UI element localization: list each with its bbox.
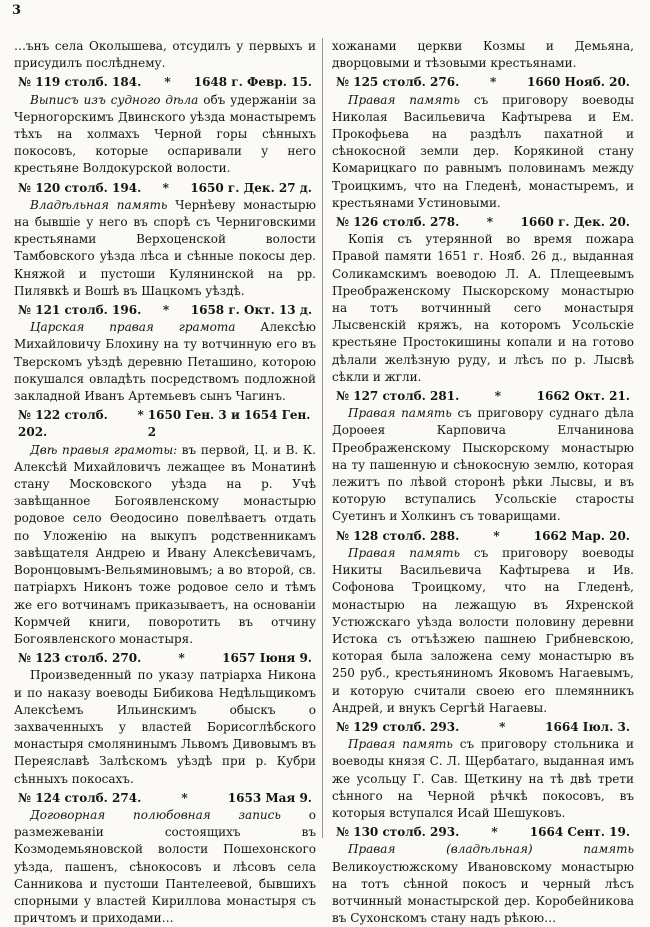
- entry-number: № 123 столб. 270.: [18, 651, 142, 666]
- entry-date: 1658 г. Окт. 13 д.: [190, 303, 312, 318]
- entry-date: 1650 Ген. 3 и 1654 Ген. 2: [147, 408, 311, 440]
- entry-text: въ первой, Ц. и В. К. Алексѣй Михайловичъ лежащее въ Монатинѣ стану Московского уѣзда на р. Учѣ завѣщанное Богоявленскому монастырю родовое село Ѳеодосино повелѣваетъ отдать по Уложенію на выкупъ родственникамъ завѣщателя Андрею и Ивану Алексѣевичамъ, Воронцовымъ-Вельяминовымъ; а во второй, св. патріархъ Никонъ тоже родовое село и тѣмъ же его вотчинамъ приказываетъ, на основаніи Кормчей книги, поворотить въ отчину Богоявленского монастыря.: [14, 442, 316, 646]
- document-entry: [14, 407, 316, 648]
- entry-header: [14, 407, 316, 441]
- entry-date: 1664 Сент. 19.: [529, 825, 630, 840]
- entry-number: № 128 столб. 288.: [336, 528, 460, 543]
- entry-date: 1664 Іюл. 3.: [545, 719, 630, 734]
- entry-lead: Правая (владѣльная) память: [348, 842, 634, 857]
- entry-number: № 129 столб. 293.: [336, 719, 460, 734]
- entry-lead: Договорная полюбовная запись: [30, 807, 281, 822]
- entry-body: [14, 197, 316, 300]
- document-entry: [14, 180, 316, 300]
- entry-date: 1660 г. Дек. 20.: [520, 215, 630, 230]
- entry-lead: Правая память: [348, 406, 452, 421]
- entry-lead: Правая память: [348, 737, 453, 752]
- entry-date: 1650 г. Дек. 27 д.: [190, 180, 312, 195]
- entry-number: № 130 столб. 293.: [336, 825, 460, 840]
- entry-header: [332, 214, 634, 231]
- asterisk-separator: *: [137, 408, 144, 423]
- entry-text: Копія съ утерянной во время пожара Правой памяти 1651 г. Нояб. 26 д., выданная Соликамскимъ воеводою Л. А. Плещеевымъ Преображенскому Пыскорскому монастырю на тотъ вотчинный сего монастыря Лысвенскій кряжъ, на которомъ Усольскіе крестьяне Простокишины копали и на готово дѣлали желѣзную руду, и лѣсъ по р. Лысвѣ сѣкли и жгли.: [332, 232, 634, 384]
- document-entry: [332, 74, 634, 212]
- entry-header: [14, 180, 316, 197]
- entry-lead: Владѣльная память: [30, 197, 168, 212]
- document-entry: [332, 388, 634, 526]
- document-entry: [14, 790, 316, 927]
- entry-number: № 119 столб. 184.: [18, 75, 142, 90]
- entry-header: [332, 719, 634, 736]
- entry-text: объ удержаніи за Черногорскимъ Двинского уѣзда монастыремъ тѣхъ на холмахъ Черной горы сѣнныхъ покосовъ, которые оспаривали у него крестьяне Волдокурской волости.: [14, 92, 316, 176]
- entry-number: № 127 столб. 281.: [336, 389, 460, 404]
- document-entry: [332, 214, 634, 386]
- entry-date: 1648 г. Февр. 15.: [193, 75, 312, 90]
- entry-body: [332, 92, 634, 212]
- entry-body: [332, 736, 634, 822]
- entry-header: [332, 824, 634, 841]
- entry-number: № 120 столб. 194.: [18, 180, 142, 195]
- entry-text: Произведенный по указу патріарха Никона и по наказу воеводы Бибикова Недѣльщикомъ Алексѣемъ Ильинскимъ обыскъ о захваченныхъ у властей Борисоглѣбского монастыря смолянинымъ Львомъ Дивовымъ въ Переяславѣ Залѣскомъ уѣздѣ при р. Кубри сѣнныхъ покосахъ.: [14, 668, 316, 786]
- entry-number: № 122 столб. 202.: [18, 408, 108, 440]
- asterisk-separator: *: [499, 719, 506, 734]
- entry-lead: Двѣ правыя грамоты:: [30, 442, 178, 457]
- entry-text: съ приговору стольника и воеводы князя С. Л. Щербатаго, выданная имъ же усольцу Г. Сав. Щеткину на тѣ двѣ трети сѣнного на Черной рѣчкѣ покосовъ, въ которыя вступался Исай Шешуковъ.: [332, 737, 634, 820]
- entry-body: [332, 545, 634, 717]
- entry-body: [332, 841, 634, 927]
- entry-number: № 121 столб. 196.: [18, 303, 142, 318]
- entry-number: № 124 столб. 274.: [18, 790, 142, 805]
- entry-body: [14, 807, 316, 927]
- entry-number: № 126 столб. 278.: [336, 215, 460, 230]
- entry-lead: Правая память: [348, 92, 460, 107]
- asterisk-separator: *: [493, 528, 500, 543]
- entry-text: съ приговору воеводы Николая Васильевича Кафтырева и Ем. Прокофьева на раздѣлъ пахатной и сѣнокосной земли дер. Корякиной стану Комарицкаго по равнымъ половинамъ между Троицкимъ, что на Гледенѣ, монастыремъ, и крестьянами Устиновыми.: [332, 92, 634, 210]
- entry-header: [14, 302, 316, 319]
- asterisk-separator: *: [491, 825, 498, 840]
- document-entry: [332, 528, 634, 717]
- entry-body: [332, 231, 634, 386]
- entry-body: [14, 667, 316, 787]
- asterisk-separator: *: [164, 75, 171, 90]
- entry-date: 1657 Іюня 9.: [222, 651, 312, 666]
- left-continuation: …ънъ села Околышева, отсудилъ у первыхъ и присудилъ послѣднему.: [14, 39, 316, 71]
- asterisk-separator: *: [181, 790, 188, 805]
- entry-body: [14, 319, 316, 405]
- entry-text: Великоустюжскому Ивановскому монастырю на тотъ сѣнной покосъ и черный лѣсъ вотчинный монастырской дер. Коробейникова въ Сухонскомъ стану надъ рѣкою…: [332, 859, 634, 926]
- entry-lead: Выписъ изъ судного дѣла: [30, 92, 199, 107]
- asterisk-separator: *: [162, 180, 169, 195]
- entry-number: № 125 столб. 276.: [336, 75, 460, 90]
- asterisk-separator: *: [162, 303, 170, 318]
- document-entry: [14, 650, 316, 788]
- entry-text: съ приговору воеводы Никиты Васильевича Кафтырева и Ив. Софонова Троицкому, что на Гледенѣ, монастырю на лежащую въ Яхренской Устюжскаго уѣзда волости половину деревни Истока съ отъѣзжею пашнею Грибневскою, которая была заложена сему монастырю въ 250 руб., крестьяниномъ Яковомъ Нагаевымъ, и которую считали своею его племянникъ Андрей, и внукъ Сергѣй Нагаевы.: [332, 545, 634, 715]
- right-column: [332, 38, 634, 927]
- entry-body: [14, 92, 316, 178]
- entry-header: [332, 388, 634, 405]
- entry-header: [14, 74, 316, 91]
- entry-header: [332, 74, 634, 91]
- entry-text: Чернѣеву монастырю на бывшіе у него въ спорѣ съ Черниговскими крестьянами Верхоценской волости Тамбовского уѣзда лѣса и сѣнные покосы дер. Княжой и пустоши Кулянинской на рр. Пилявкѣ и Вошѣ въ Шацкомъ уѣздѣ.: [14, 197, 316, 298]
- asterisk-separator: *: [494, 389, 502, 404]
- entry-text: о размежеваніи состоящихъ въ Козмодемьяновской волости Пошехонского уѣзда, пашенъ, сѣнокосовъ и лѣсовъ села Санникова и пустоши Пантелеевой, бывшихъ спорными у властей Кириллова монастыря съ причтомъ и приходами…: [14, 807, 316, 926]
- entry-date: 1653 Мая 9.: [227, 790, 312, 805]
- document-entry: [14, 74, 316, 177]
- entry-date: 1662 Мар. 20.: [533, 528, 630, 543]
- asterisk-separator: *: [486, 215, 494, 230]
- entry-date: 1662 Окт. 21.: [536, 389, 630, 404]
- right-entries: [332, 74, 634, 927]
- entry-lead: Правая память: [348, 545, 460, 560]
- document-entry: [332, 719, 634, 822]
- right-continuation: хожанами церкви Козмы и Демьяна, дворцовыми и тѣзовыми крестьянами.: [332, 39, 634, 71]
- entry-date: 1660 Нояб. 20.: [526, 75, 630, 90]
- asterisk-separator: *: [178, 651, 185, 666]
- entry-header: [332, 528, 634, 545]
- entry-body: [14, 442, 316, 648]
- entry-text: съ приговору суднаго дѣла Дороѳея Карповича Елчанинова Преображенскому Пыскорскому монастырю на ту пашенную и сѣнокосную землю, которая лежитъ по лѣвой сторонѣ рѣки Лысвы, и въ которую вступались Усольскіе старосты Суетинъ и Холкинъ съ товарищами.: [332, 406, 634, 524]
- column-divider: [322, 38, 323, 838]
- left-entries: [14, 74, 316, 927]
- left-column: [14, 38, 316, 927]
- document-entry: [332, 824, 634, 927]
- asterisk-separator: *: [489, 75, 497, 90]
- entry-body: [332, 405, 634, 525]
- entry-text: Алексѣю Михайловичу Блохину на ту вотчинную его въ Тверскомъ уѣздѣ деревню Петашино, которою покушался овладѣть посредствомъ подложной закладной Иванъ Артемьевъ сынъ Чагинъ.: [14, 320, 316, 404]
- entry-header: [14, 650, 316, 667]
- page-number: 3: [12, 3, 22, 18]
- entry-header: [14, 790, 316, 807]
- entry-lead: Царская правая грамота: [30, 320, 236, 335]
- document-entry: [14, 302, 316, 405]
